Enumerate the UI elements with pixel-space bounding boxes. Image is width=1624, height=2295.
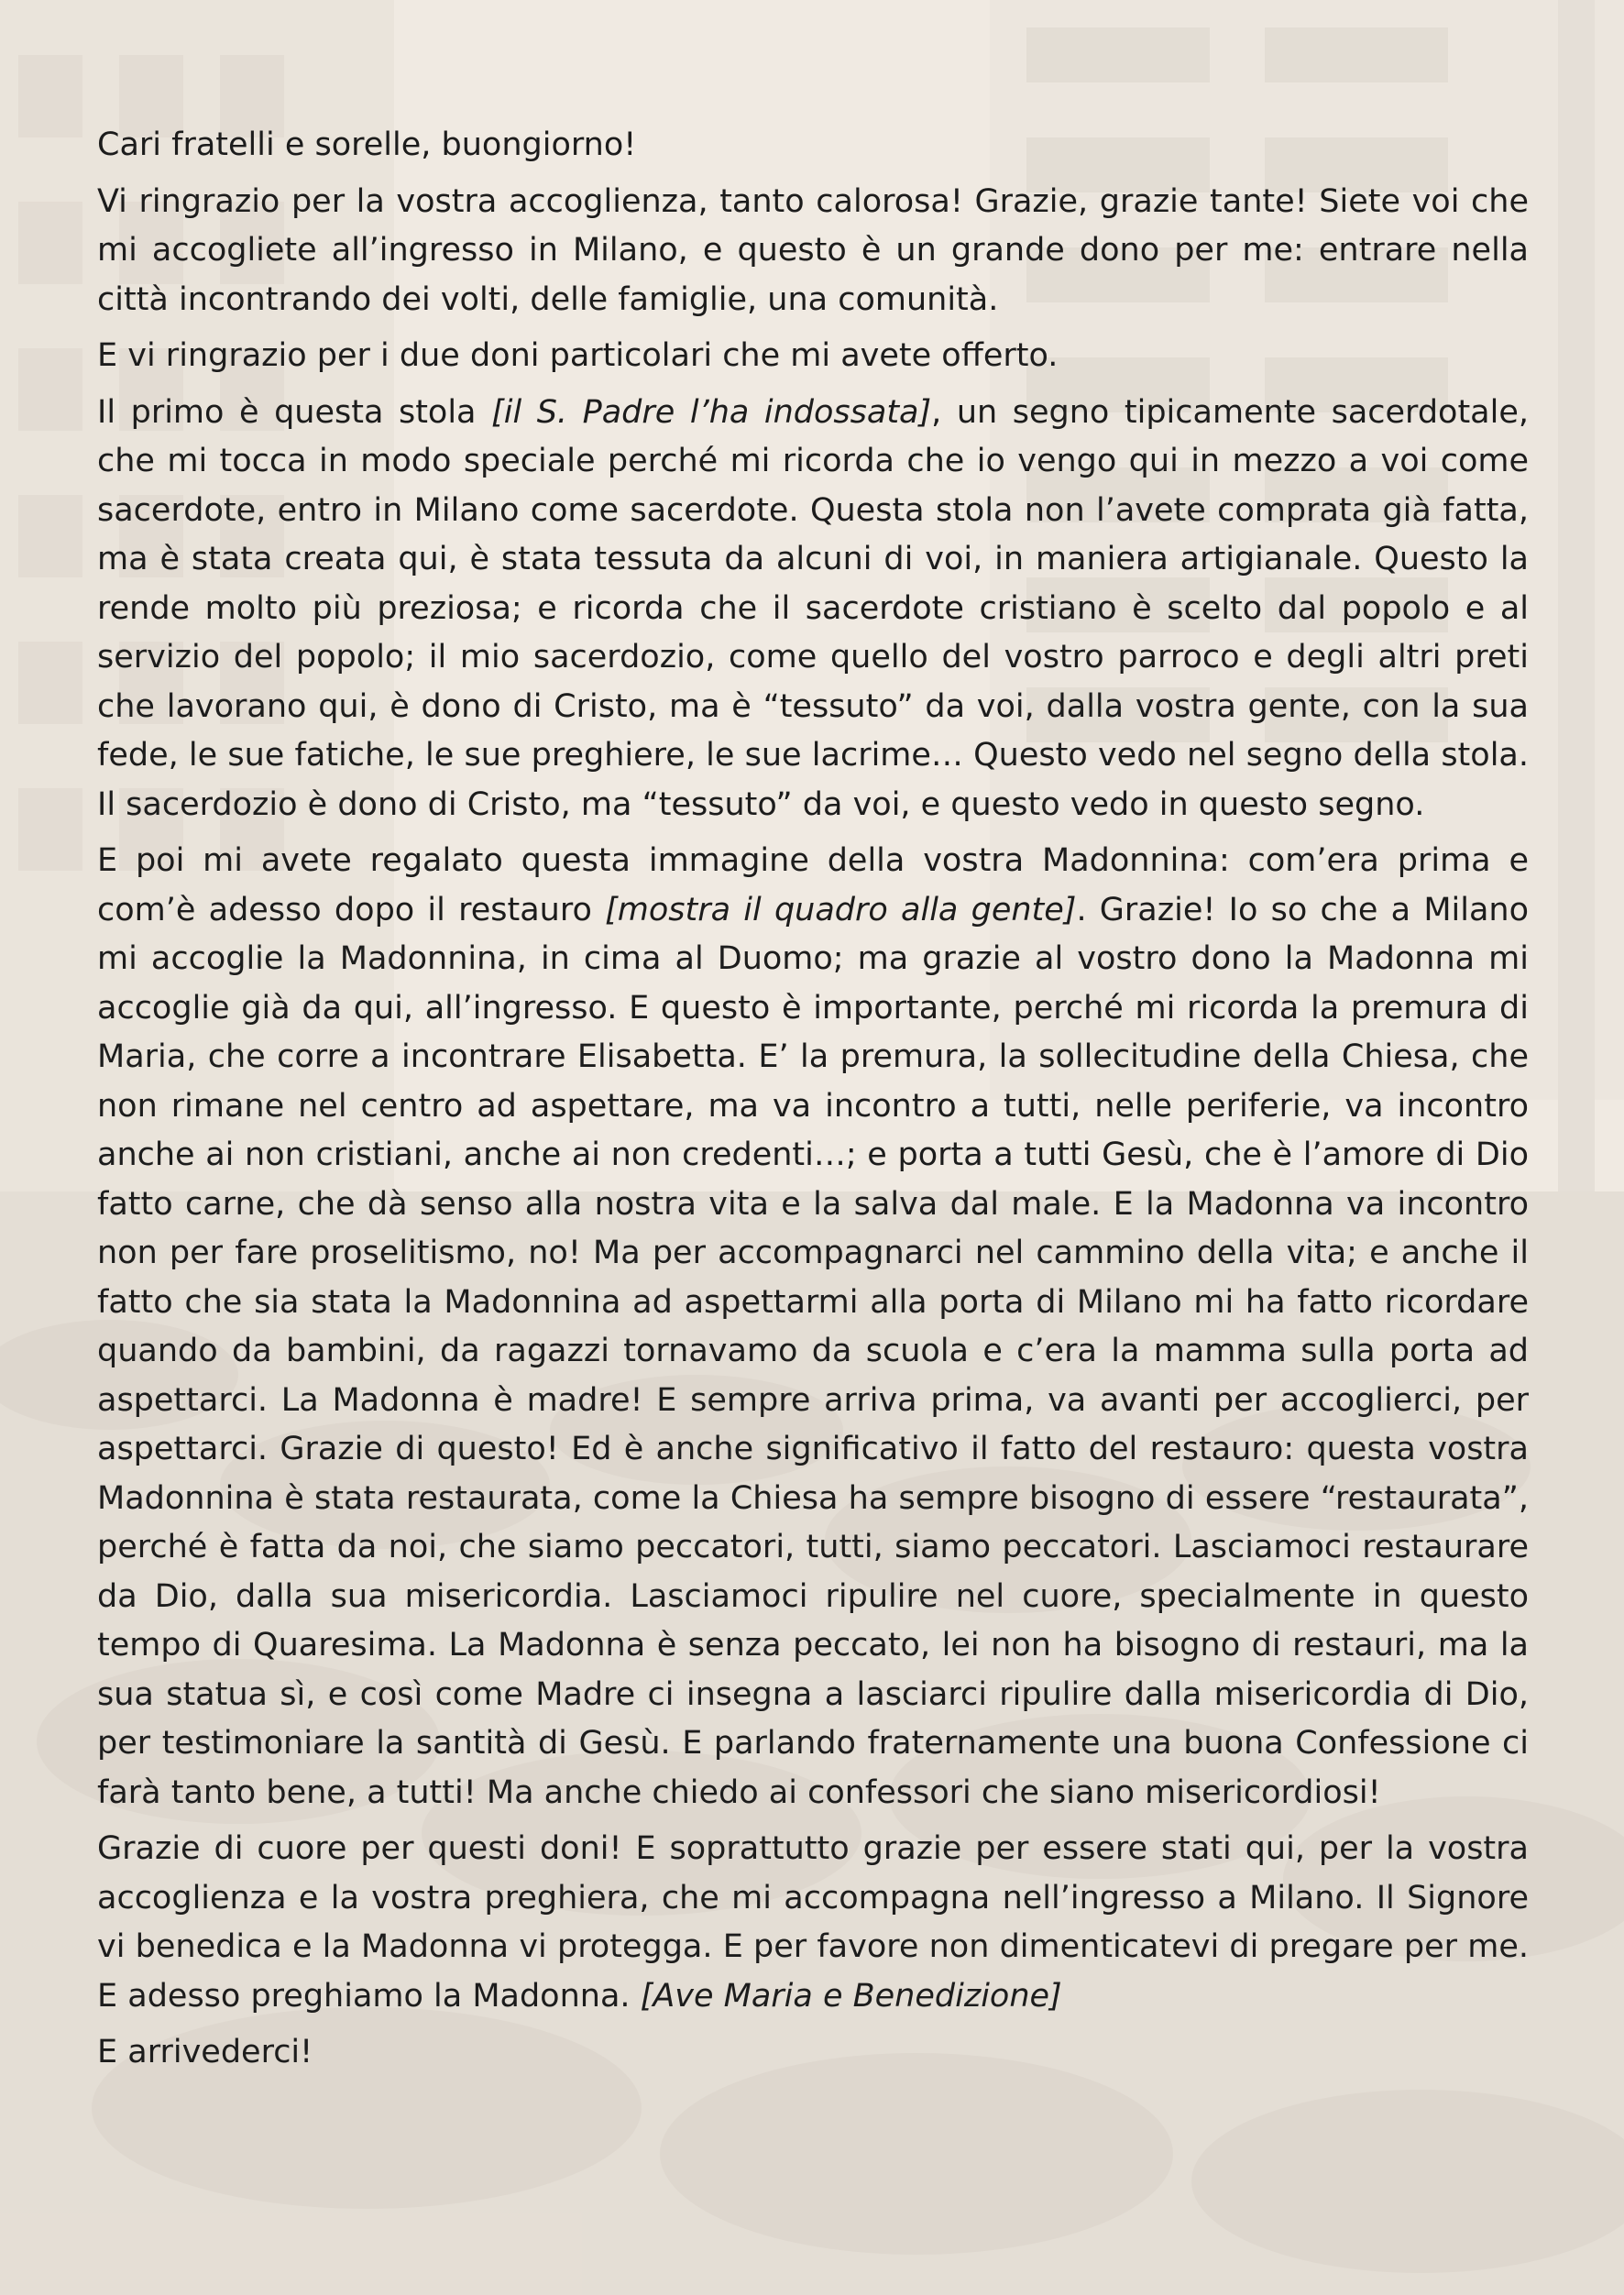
paragraph-text: Cari fratelli e sorelle, buongiorno!	[97, 126, 637, 163]
paragraph-farewell	[97, 2028, 1529, 2078]
stage-direction: [mostra il quadro alla gente]	[605, 891, 1077, 928]
paragraph-text: Grazie di cuore per questi doni! E soprattutto grazie per essere stati qui, per la vostra accoglienza e la vostra preghiera, che mi accompagna nell’ingresso a Milano. Il Signore vi benedica e la Madonna vi protegga. E per favore non dimenticatevi di pregare per me. E adesso preghiamo la Madonna.	[97, 1830, 1529, 2015]
paragraph-text: . Grazie! Io so che a Milano mi accoglie la Madonnina, in cima al Duomo; ma grazie al vostro dono la Madonna mi accoglie già da qui, all’ingresso. E questo è importante, perché mi ricorda la premura di Maria, che corre a incontrare Elisabetta. E’ la premura, la sollecitudine della Chiesa, che non rimane nel centro ad aspettare, ma va incontro a tutti, nelle periferie, va incontro anche ai non cristiani, anche ai non credenti…; e porta a tutti Gesù, che è l’amore di Dio fatto carne, che dà senso alla nostra vita e la salva dal male. E la Madonna va incontro non per fare proselitismo, no! Ma per accompagnarci nel cammino della vita; e anche il fatto che sia stata la Madonnina ad aspettarmi alla porta di Milano mi ha fatto ricordare quando da bambini, da ragazzi tornavamo da scuola e c’era la mamma sulla porta ad aspettarci. La Madonna è madre! E sempre arriva prima, va avanti per accoglierci, per aspettarci. Grazie di questo! Ed è anche significativo il fatto del restauro: questa vostra Madonnina è stata restaurata, come la Chiesa ha sempre bisogno di essere “restaurata”, perché è fatta da noi, che siamo peccatori, tutti, siamo peccatori. Lasciamoci restaurare da Dio, dalla sua misericordia. Lasciamoci ripulire nel cuore, specialmente in questo tempo di Quaresima. La Madonna è senza peccato, lei non ha bisogno di restauri, ma la sua statua sì, e così come Madre ci insegna a lasciarci ripulire dalla misericordia di Dio, per testimoniare la santità di Gesù. E parlando fraternamente una buona Confessione ci farà tanto bene, a tutti! Ma anche chiedo ai confessori che siano misericordiosi!	[97, 891, 1530, 1811]
speech-text	[97, 121, 1529, 2078]
paragraph-text: Vi ringrazio per la vostra accoglienza, tanto calorosa! Grazie, grazie tante! Siete voi che mi accogliete all’ingresso in Milano, e questo è un grande dono per me: entrare nella città incontrando dei volti, delle famiglie, una comunità.	[97, 182, 1529, 318]
paragraph-text: E poi mi avete regalato questa immagine della vostra Madonnina: com’era prima e com’è adesso dopo il restauro	[97, 842, 1529, 928]
paragraph-greeting	[97, 121, 1529, 170]
paragraph-text: , un segno tipicamente sacerdotale, che mi tocca in modo speciale perché mi ricorda che io vengo qui in mezzo a voi come sacerdote, entro in Milano come sacerdote. Questa stola non l’avete comprata già fatta, ma è stata creata qui, è stata tessuta da alcuni di voi, in maniera artigianale. Questo la rende molto più preziosa; e ricorda che il sacerdote cristiano è scelto dal popolo e al servizio del popolo; il mio sacerdozio, come quello del vostro parroco e degli altri preti che lavorano qui, è dono di Cristo, ma è “tessuto” da voi, dalla vostra gente, con la sua fede, le sue fatiche, le sue preghiere, le sue lacrime… Questo vedo nel segno della stola. Il sacerdozio è dono di Cristo, ma “tessuto” da voi, e questo vedo in questo segno.	[97, 393, 1530, 823]
paragraph-welcome	[97, 178, 1529, 325]
paragraph-gifts-intro	[97, 332, 1529, 381]
stage-direction: [Ave Maria e Benedizione]	[640, 1977, 1062, 2015]
paragraph-madonnina	[97, 837, 1529, 1817]
stage-direction: [il S. Padre l’ha indossata]	[491, 393, 932, 431]
paragraph-thanks	[97, 1825, 1529, 2021]
paragraph-stole	[97, 389, 1529, 830]
paragraph-text: Il primo è questa stola	[97, 393, 492, 431]
paragraph-text: E arrivederci!	[97, 2034, 313, 2070]
paragraph-text: E vi ringrazio per i due doni particolari che mi avete offerto.	[97, 337, 1059, 374]
